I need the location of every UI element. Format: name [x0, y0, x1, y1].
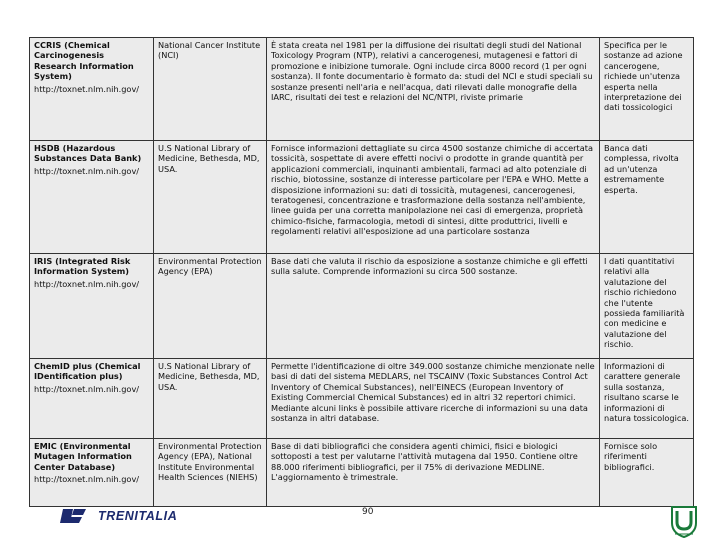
provider-cell: Environmental Protection Agency (EPA), National Institute Environmental Health Sciences (NIEHS)	[154, 439, 267, 507]
provider-cell: Environmental Protection Agency (EPA)	[154, 254, 267, 359]
notes-cell: Fornisce solo riferimenti bibliografici.	[600, 439, 694, 507]
database-url: http://toxnet.nlm.nih.gov/	[34, 165, 140, 176]
table-row	[30, 141, 694, 254]
database-name: ChemID plus (Chemical IDentification plus)	[34, 361, 141, 382]
description-cell: È stata creata nel 1981 per la diffusione dei risultati degli studi del National Toxicology Program (NTP), relativi a cancerogenesi, mutagenesi e fattori di promozione e inibizione tumorale. Ogni include circa 8000 record (1 per ogni sostanza). Il fonte documentario è formato da: studi del NCI e studi speciali su sostanze presenti nell'aria e nell'acqua, dati rilevati dalle monografie della IARC, risultati dei test e relazioni del NC/NTPI, riviste primarie	[267, 38, 600, 141]
notes-cell: Banca dati complessa, rivolta ad un'utenza estremamente esperta.	[600, 141, 694, 254]
notes-cell: Specifica per le sostanze ad azione cancerogene, richiede un'utenza esperta nella interpretazione dei dati tossicologici	[600, 38, 694, 141]
description-cell: Base di dati bibliografici che considera agenti chimici, fisici e biologici sottoposti a test per valutarne l'attività mutagena dal 1950. Contiene oltre 88.000 riferimenti bibliografici, per il 75% di derivazione MEDLINE. L'aggiornamento è trimestrale.	[267, 439, 600, 507]
table-row	[30, 254, 694, 359]
table-row	[30, 359, 694, 439]
page-number: 90	[362, 507, 374, 517]
university-crest-icon	[666, 505, 702, 539]
database-cell	[30, 38, 154, 141]
trenitalia-mark-icon	[60, 509, 86, 523]
description-cell: Permette l'identificazione di oltre 349.000 sostanze chimiche menzionate nelle basi di dati del sistema MEDLARS, nel TSCAINV (Toxic Substances Control Act Inventory of Chemical Substances), nell'EINECS (European Inventory of Existing Commercial Chemical Substances) ed in altri 32 repertori chimici. Mediante alcuni links è possibile attivare ricerche di informazioni su una data sostanza in altri database.	[267, 359, 600, 439]
table-row	[30, 38, 694, 141]
toxicology-databases-table	[29, 37, 694, 507]
database-name: EMIC (Environmental Mutagen Information Center Database)	[34, 441, 132, 472]
database-name: CCRIS (Chemical Carcinogenesis Research Information System)	[34, 40, 134, 82]
description-cell: Fornisce informazioni dettagliate su circa 4500 sostanze chimiche di accertata tossicità, sospettate di avere effetti nocivi o prodotte in grande quantità per applicazioni commerciali, inquinanti ambientali, farmaci ad alto potenziale di rischio, biotossine, sostanze di interesse particolare per l'EPA e WHO. Mette a disposizione informazioni su: dati di tossicità, mutagenesi, cancerogenesi, teratogenesi, concentrazione e trasformazione della sostanza nell'ambiente, linee guida per una corretta manipolazione nei casi di emergenza, proprietà chimico-fisiche, farmacologia, metodi di sintesi, ditte produttrici, livelli e regolamenti relativi all'esposizione ad una particolare sostanza	[267, 141, 600, 254]
notes-cell: Informazioni di carattere generale sulla sostanza, risultano scarse le informazioni di natura tossicologica.	[600, 359, 694, 439]
trenitalia-logo	[60, 509, 177, 523]
database-url: http://toxnet.nlm.nih.gov/	[34, 278, 140, 289]
brand-name: TRENITALIA	[98, 509, 178, 523]
database-url: http://toxnet.nlm.nih.gov/	[34, 474, 140, 485]
database-name: IRIS (Integrated Risk Information System)	[34, 256, 131, 277]
database-cell	[30, 254, 154, 359]
notes-cell: I dati quantitativi relativi alla valutazione del rischio richiedono che l'utente possieda familiarità con medicine e valutazione del rischio.	[600, 254, 694, 359]
database-name: HSDB (Hazardous Substances Data Bank)	[34, 143, 142, 164]
database-url: http://toxnet.nlm.nih.gov/	[34, 383, 140, 394]
database-cell	[30, 141, 154, 254]
database-cell	[30, 439, 154, 507]
provider-cell: U.S National Library of Medicine, Bethesda, MD, USA.	[154, 141, 267, 254]
database-url: http://toxnet.nlm.nih.gov/	[34, 83, 140, 94]
description-cell: Base dati che valuta il rischio da esposizione a sostanze chimiche e gli effetti sulla salute. Comprende informazioni su circa 500 sostanze.	[267, 254, 600, 359]
provider-cell: U.S National Library of Medicine, Bethesda, MD, USA.	[154, 359, 267, 439]
database-cell	[30, 359, 154, 439]
table-row	[30, 439, 694, 507]
provider-cell: National Cancer Institute (NCI)	[154, 38, 267, 141]
